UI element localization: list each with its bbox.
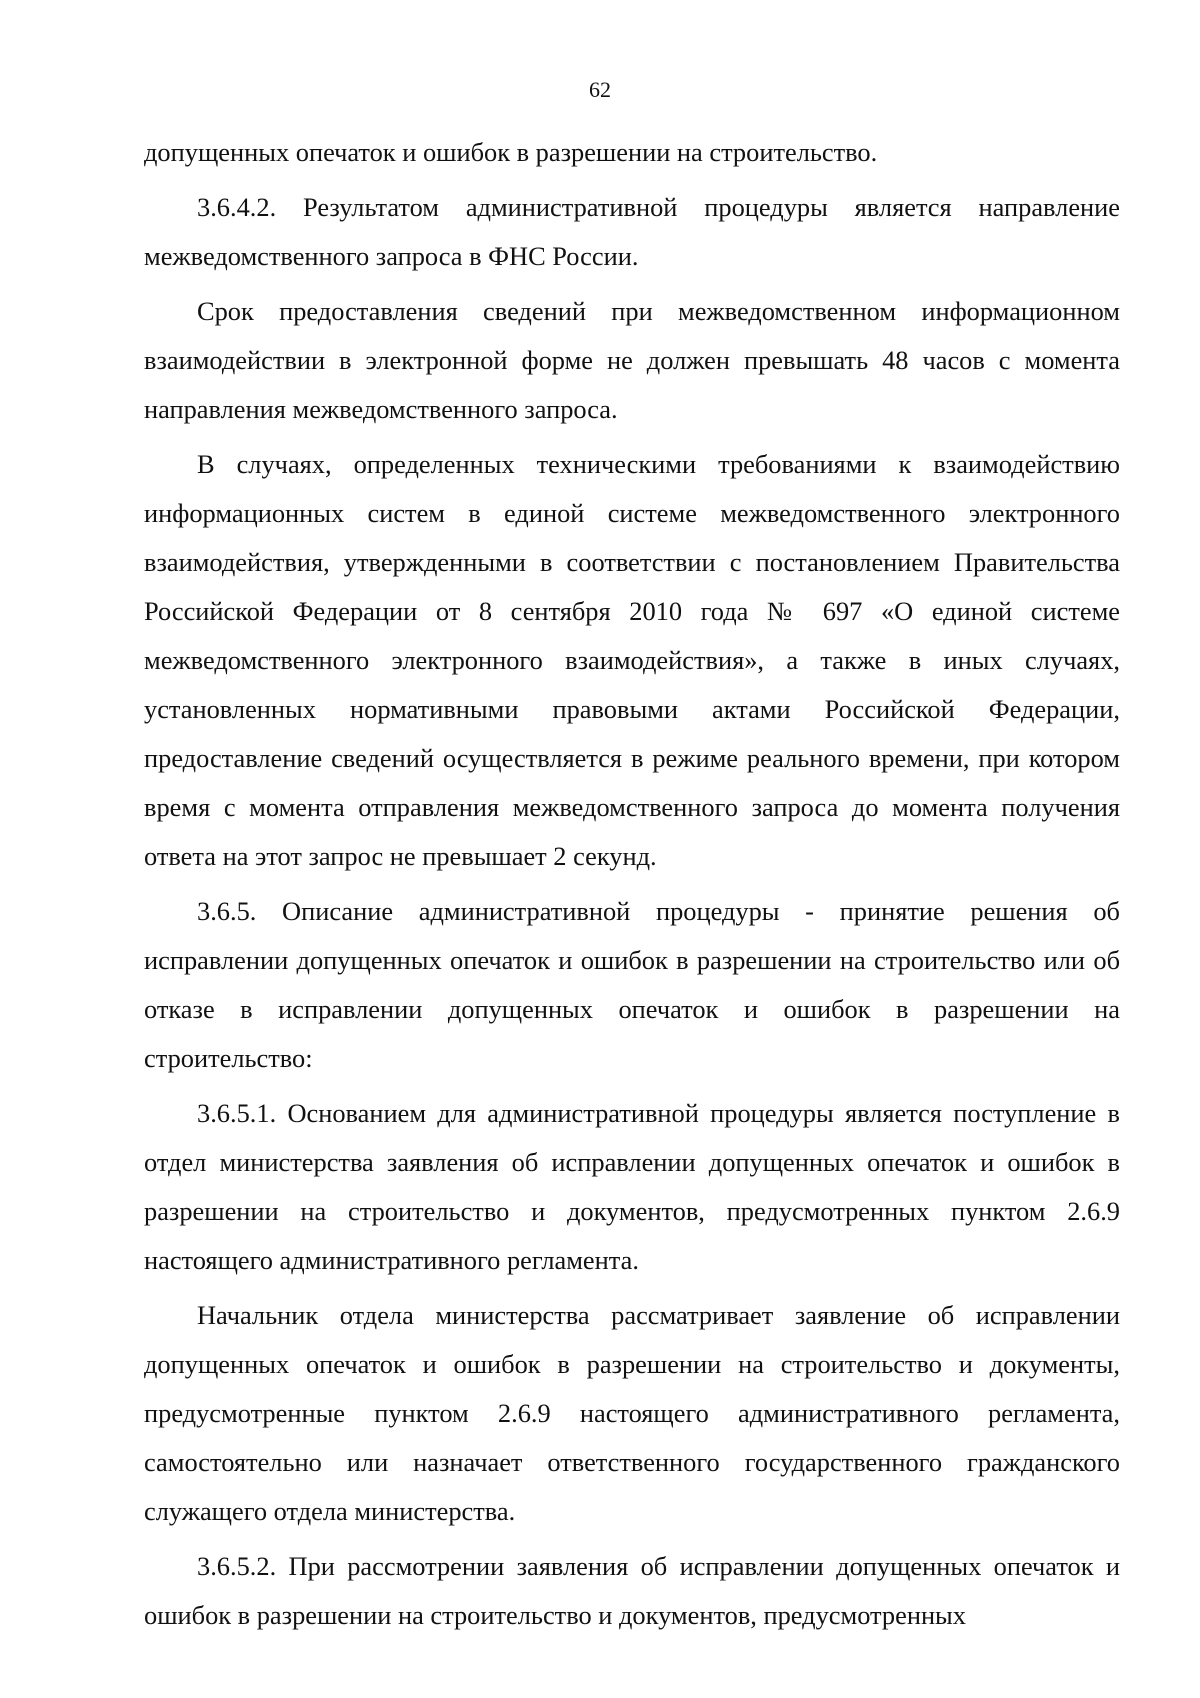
paragraph-3-6-5-2: 3.6.5.2. При рассмотрении заявления об исправлении допущенных опечаток и ошибок в разрешении на строительство и документов, предусмотренных bbox=[144, 1551, 1120, 1630]
paragraph-continued: допущенных опечаток и ошибок в разрешении на строительство. bbox=[144, 137, 878, 167]
paragraph-real-time-cases: В случаях, определенных техническими требованиями к взаимодействию информационных систем в единой системе межведомственного электронного взаимодействия, утвержденными в соответствии с постановлением Правительства Российской Федерации от 8 сентября 2010 года № 697 «О единой системе межведомственного электронного взаимодействия», а также в иных случаях, установленных нормативными правовыми актами Российской Федерации, предоставление сведений осуществляется в режиме реального времени, при котором время с момента отправления межведомственного запроса до момента получения ответа на этот запрос не превышает 2 секунд. bbox=[144, 449, 1120, 871]
document-body bbox=[144, 128, 1120, 1646]
paragraph-response-deadline: Срок предоставления сведений при межведомственном информационном взаимодействии в электронной форме не должен превышать 48 часов с момента направления межведомственного запроса. bbox=[144, 296, 1120, 424]
paragraph-department-head: Начальник отдела министерства рассматривает заявление об исправлении допущенных опечаток и ошибок в разрешении на строительство и документы, предусмотренные пунктом 2.6.9 настоящего административного регламента, самостоятельно или назначает ответственного государственного гражданского служащего отдела министерства. bbox=[144, 1300, 1120, 1526]
page-number: 62 bbox=[589, 77, 611, 102]
paragraph-3-6-5-1: 3.6.5.1. Основанием для административной процедуры является поступление в отдел министерства заявления об исправлении допущенных опечаток и ошибок в разрешении на строительство и документов, предусмотренных пунктом 2.6.9 настоящего административного регламента. bbox=[144, 1098, 1120, 1275]
paragraph-3-6-4-2: 3.6.4.2. Результатом административной процедуры является направление межведомственного запроса в ФНС России. bbox=[144, 192, 1120, 271]
paragraph-3-6-5: 3.6.5. Описание административной процедуры - принятие решения об исправлении допущенных опечаток и ошибок в разрешении на строительство или об отказе в исправлении допущенных опечаток и ошибок в разрешении на строительство: bbox=[144, 896, 1120, 1073]
